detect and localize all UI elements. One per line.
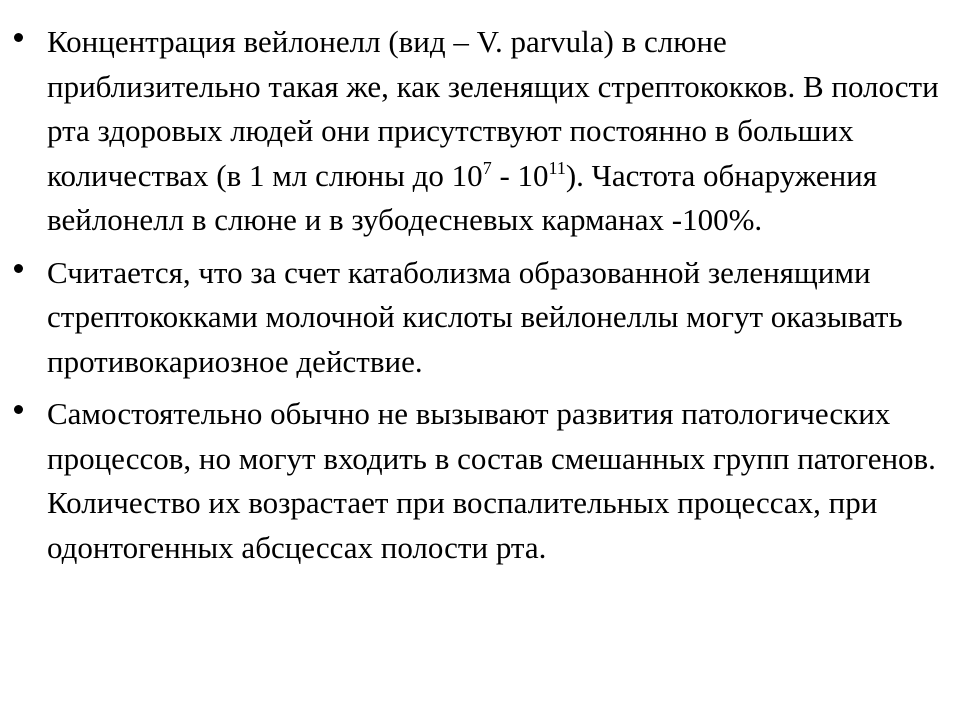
bullet-3-text: Самостоятельно обычно не вызывают развития патологических процессов, но могут входить в состав смешанных групп патогенов. Количество их возрастает при воспалительных процессах, при одонтогенных абсцессах полости рта.: [47, 396, 936, 565]
bullet-2-text: Считается, что за счет катаболизма образованной зеленящими стрептококками молочной кислоты вейлонеллы могут оказывать противокариозное действие.: [47, 254, 903, 379]
bullet-icon: [14, 405, 23, 414]
bullet-1-text-part-1: Концентрация вейлонелл (вид – V. parvula) в слюне приблизительно такая же, как зеленящих стрептококков. В полости рта здоровых людей они присутствуют постоянно в больших количествах (в 1 мл слюны до 10: [47, 24, 939, 193]
bullet-list: [14, 20, 944, 578]
bullet-icon: [14, 264, 23, 273]
bullet-item-2: [14, 251, 944, 385]
bullet-1-text-part-2: - 10: [491, 157, 549, 193]
bullet-icon: [14, 33, 23, 42]
bullet-1-text-part-3: ). Частота обнаружения вейлонелл в слюне и в зубодесневых карманах -100%.: [47, 157, 878, 237]
bullet-item-1: [14, 20, 944, 243]
bullet-item-3: [14, 392, 944, 570]
superscript-exponent-7: 7: [482, 157, 492, 178]
superscript-exponent-11: 11: [548, 157, 566, 178]
